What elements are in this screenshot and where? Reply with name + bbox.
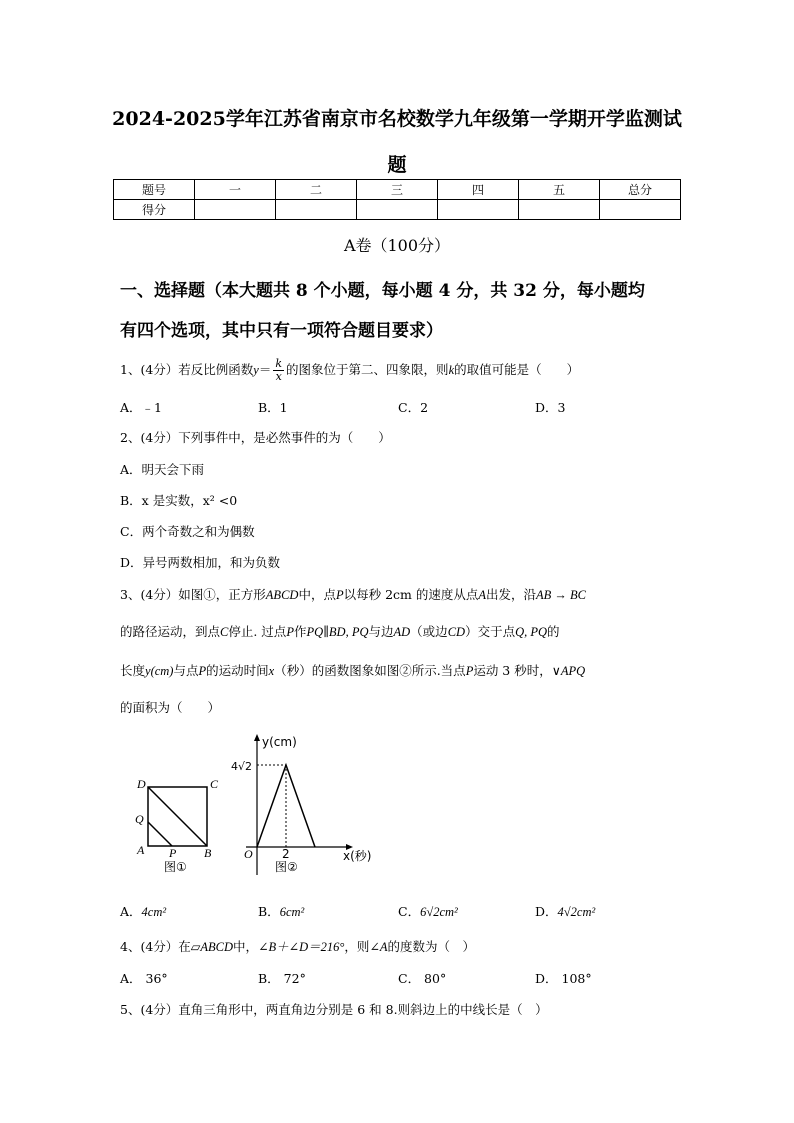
score-cell: 五 [519, 180, 600, 200]
q3-text: 的 [547, 624, 560, 639]
q4-angle: ∠A [369, 940, 388, 954]
score-cell: 总分 [600, 180, 681, 200]
score-cell: 三 [357, 180, 438, 200]
option-value: 6cm² [279, 905, 305, 919]
q3-text: 的运动时间 [206, 663, 269, 678]
score-cell [438, 200, 519, 220]
score-header-row [114, 180, 681, 200]
q2-option-b: B．x 是实数，x² <0 [120, 493, 238, 508]
question-3-line3 [120, 661, 585, 679]
q3-figures [128, 730, 388, 880]
q2-option-d: D．异号两数相加，和为负数 [120, 555, 281, 570]
paper-a-heading: A卷（100分） [343, 236, 451, 255]
q1-suffix-a: 的图象位于第二、四象限，则 [286, 362, 449, 377]
score-cell: 题号 [114, 180, 195, 200]
q3-p: P [286, 625, 294, 639]
question-3-line4: 的面积为（ ） [120, 700, 221, 715]
fig2-y-arrow [254, 734, 260, 741]
page-title: 2024-2025学年江苏省南京市名校数学九年级第一学期开学监测试 [112, 108, 682, 130]
q4-text: ，则 [344, 939, 370, 954]
fig2-y-tick: 4√2 [231, 760, 253, 773]
q1-option-a: A．﹣1 [120, 400, 162, 415]
q4-option-d: D． 108° [535, 971, 592, 986]
q3-qpq: Q, PQ [515, 625, 548, 639]
q3-ycm: y(cm) [145, 664, 174, 678]
q2-option-a: A．明天会下雨 [120, 462, 205, 477]
score-cell [276, 200, 357, 220]
q3-option-a [120, 902, 166, 920]
score-cell [195, 200, 276, 220]
q3-text: 出发，沿 [486, 587, 537, 602]
fig2-origin: O [244, 847, 253, 861]
section-heading: 一、选择题（本大题共 8 个小题，每小题 4 分，共 32 分，每小题均 [120, 281, 645, 301]
option-value: 4cm² [141, 905, 167, 919]
q3-text: 运动 3 秒时， [473, 663, 552, 678]
fig1-label-c: C [210, 777, 219, 791]
score-cell: 四 [438, 180, 519, 200]
q1-den: x [275, 370, 282, 383]
q3-text: 的路径运动，到点 [120, 624, 221, 639]
q4-option-c: C． 80° [398, 971, 447, 986]
option-label: A． [120, 904, 142, 919]
question-3-line1 [120, 585, 586, 603]
q3-text: 与边 [368, 624, 394, 639]
q4-text: 的度数为（ ） [387, 939, 476, 954]
q3-apq: ∨APQ [551, 664, 586, 678]
fig1-label-q: Q [135, 812, 144, 826]
q1-num: k [275, 357, 283, 370]
q4-text: 中， [233, 939, 259, 954]
q1-y: y [253, 363, 259, 377]
fig1-label-a: A [137, 843, 145, 857]
q3-text: 长度 [120, 663, 146, 678]
q3-path: AB → BC [536, 588, 587, 602]
option-label: C． [398, 904, 421, 919]
q3-a: A [478, 588, 486, 602]
q3-text: 3、(4分）如图①，正方形 [120, 587, 266, 602]
q1-suffix-b: 的取值可能是（ ） [454, 362, 580, 377]
q1-fraction [273, 358, 284, 383]
fig1-label-p: P [169, 846, 177, 860]
fig2-x-tick: 2 [282, 847, 290, 861]
q3-p: P [198, 664, 207, 678]
q3-p: P [465, 664, 474, 678]
question-4 [120, 937, 475, 955]
option-value: 4√2cm² [557, 905, 596, 919]
q1-option-b: B．1 [258, 400, 288, 415]
score-cell: 得分 [114, 200, 195, 220]
score-cell: 二 [276, 180, 357, 200]
question-5: 5、(4分）直角三角形中，两直角边分别是 6 和 8.则斜边上的中线长是（ ） [120, 1002, 548, 1017]
score-cell [519, 200, 600, 220]
fig1-label-b: B [204, 846, 212, 860]
q3-ad: AD [393, 625, 411, 639]
q4-option-b: B． 72° [258, 971, 306, 986]
fig1-segment-pq [148, 822, 172, 846]
q1-eq: ＝ [258, 362, 272, 377]
q1-option-c: C．2 [398, 400, 429, 415]
score-cell [600, 200, 681, 220]
q3-text: 以每秒 2cm 的速度从点 [343, 587, 479, 602]
q3-text: （或边 [410, 624, 448, 639]
q3-pq-bd: PQ∥BD, PQ [306, 625, 369, 639]
q1-option-d: D．3 [535, 400, 566, 415]
question-2: 2、(4分）下列事件中，是必然事件的为（ ） [120, 430, 391, 445]
score-cell [357, 200, 438, 220]
q3-text: （秒）的函数图象如图②所示.当点 [274, 663, 466, 678]
q3-c: C [220, 625, 229, 639]
q3-text: 中，点 [298, 587, 336, 602]
fig1-diagonal-bd [148, 787, 207, 846]
q4-parallelogram: ▱ABCD [190, 940, 234, 954]
option-label: D． [535, 904, 558, 919]
q3-text: 与点 [173, 663, 199, 678]
q3-cd: CD [447, 625, 466, 639]
option-value: 6√2cm² [420, 905, 458, 919]
option-label: B． [258, 904, 280, 919]
fig2-y-label: y(cm) [262, 735, 297, 749]
score-value-row [114, 200, 681, 220]
q3-abcd: ABCD [265, 588, 299, 602]
q3-x: x [268, 664, 275, 678]
q3-text: 作 [293, 624, 307, 639]
q3-text: ）交于点 [465, 624, 516, 639]
fig2-x-label: x(秒) [343, 849, 372, 863]
q4-text: 4、(4分）在 [120, 939, 191, 954]
q3-text: 停止. 过点 [228, 624, 287, 639]
q3-option-d [535, 902, 595, 920]
fig1-caption: 图① [164, 860, 187, 874]
fig2-caption: 图② [275, 860, 298, 874]
q1-k: k [448, 363, 455, 377]
q4-condition: ∠B＋∠D＝216° [258, 940, 345, 954]
page-title-cont: 题 [387, 154, 407, 176]
q4-option-a: A． 36° [120, 971, 168, 986]
question-3-line2 [120, 622, 560, 640]
q3-p: P [335, 588, 344, 602]
q1-prefix: 1、(4分）若反比例函数 [120, 362, 254, 377]
q2-option-c: C．两个奇数之和为偶数 [120, 524, 255, 539]
section-heading-cont: 有四个选项，其中只有一项符合题目要求） [120, 321, 443, 341]
q3-option-c [398, 902, 458, 920]
score-table [113, 179, 681, 220]
q3-option-b [258, 902, 304, 920]
fig1-label-d: D [137, 777, 146, 791]
score-cell: 一 [195, 180, 276, 200]
question-1 [120, 358, 579, 383]
